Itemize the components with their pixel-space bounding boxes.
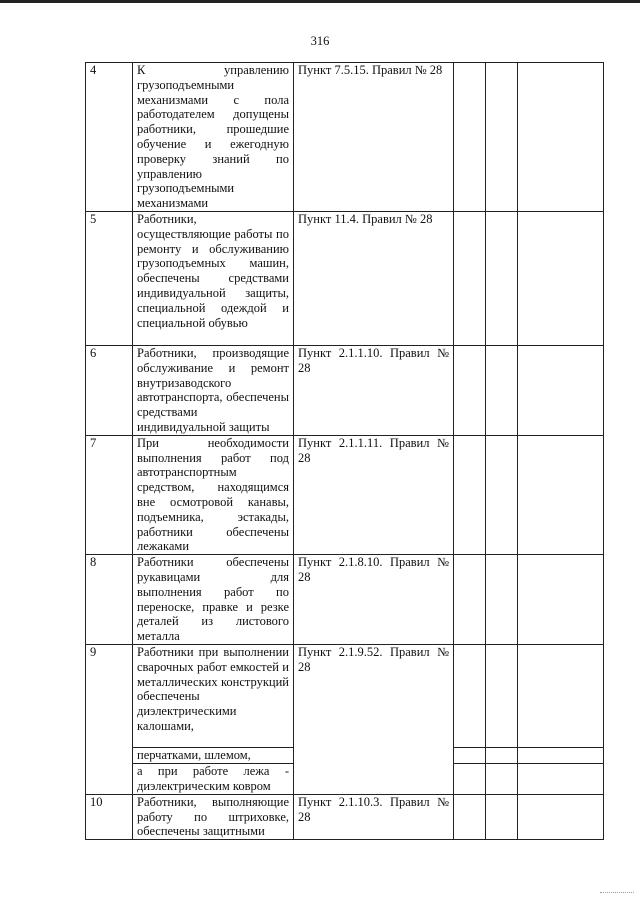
row-number: 5 [86,211,133,345]
mark-cell-no [486,435,518,554]
table-row [86,555,604,645]
mark-cell-no [486,345,518,435]
table-row [86,345,604,435]
requirement-text: Работники обеспечены рукавицами для выполнения работ по переноске, правке и резке деталей из листового металла [133,555,294,645]
mark-cell-notes [518,747,604,763]
mark-cell-notes [518,794,604,839]
top-border-line [0,0,640,3]
row-number: 4 [86,63,133,212]
mark-cell-notes [518,763,604,794]
page-number: 316 [310,34,330,48]
mark-cell-yes [454,435,486,554]
mark-cell-notes [518,644,604,747]
table-row [86,794,604,839]
row-number: 8 [86,555,133,645]
requirement-text: Работники, производящие обслуживание и ремонт внутризаводского автотранспорта, обеспечены средствами индивидуальной защиты [133,345,294,435]
mark-cell-yes [454,747,486,763]
mark-cell-yes [454,763,486,794]
requirement-text: Работники, осуществляющие работы по ремонту и обслуживанию грузоподъемных машин, обеспечены средствами индивидуальной защиты, специальной одеждой и специальной обувью [133,211,294,345]
requirement-text-part: а при работе лежа - диэлектрическим ковром [133,763,294,794]
mark-cell-no [486,763,518,794]
requirement-text: При необходимости выполнения работ под автотранспортным средством, находящимся вне осмотровой канавы, подъемника, эстакады, работники обеспечены лежаками [133,435,294,554]
norm-reference: Пункт 2.1.9.52. Правил № 28 [294,644,454,794]
row-number: 6 [86,345,133,435]
row-number: 9 [86,644,133,794]
table-row [86,644,604,747]
norm-reference: Пункт 2.1.10.3. Правил № 28 [294,794,454,839]
mark-cell-notes [518,555,604,645]
row-number: 10 [86,794,133,839]
mark-cell-yes [454,794,486,839]
mark-cell-notes [518,345,604,435]
mark-cell-notes [518,211,604,345]
mark-cell-notes [518,63,604,212]
norm-reference: Пункт 2.1.1.11. Правил № 28 [294,435,454,554]
requirement-text: К управлению грузоподъемными механизмами с пола работодателем допущены работники, прошедшие обучение и ежегодную проверку знаний по управлению грузоподъемными механизмами [133,63,294,212]
mark-cell-no [486,555,518,645]
mark-cell-no [486,747,518,763]
norm-reference: Пункт 2.1.8.10. Правил № 28 [294,555,454,645]
norm-reference: Пункт 2.1.1.10. Правил № 28 [294,345,454,435]
mark-cell-yes [454,63,486,212]
mark-cell-no [486,644,518,747]
mark-cell-no [486,794,518,839]
norm-reference: Пункт 11.4. Правил № 28 [294,211,454,345]
mark-cell-yes [454,644,486,747]
scan-artifact-dots [600,892,634,895]
mark-cell-no [486,63,518,212]
requirement-text-part: перчатками, шлемом, [133,747,294,763]
mark-cell-yes [454,211,486,345]
requirement-text: Работники, выполняющие работу по штриховке, обеспечены защитными [133,794,294,839]
mark-cell-notes [518,435,604,554]
requirements-table [85,62,604,840]
table-row [86,435,604,554]
norm-reference: Пункт 7.5.15. Правил № 28 [294,63,454,212]
mark-cell-yes [454,345,486,435]
mark-cell-no [486,211,518,345]
table-row [86,63,604,212]
requirement-text: Работники при выполнении сварочных работ емкостей и металлических конструкций обеспечены диэлектрическими калошами, [133,644,294,747]
mark-cell-yes [454,555,486,645]
row-number: 7 [86,435,133,554]
table-row [86,211,604,345]
